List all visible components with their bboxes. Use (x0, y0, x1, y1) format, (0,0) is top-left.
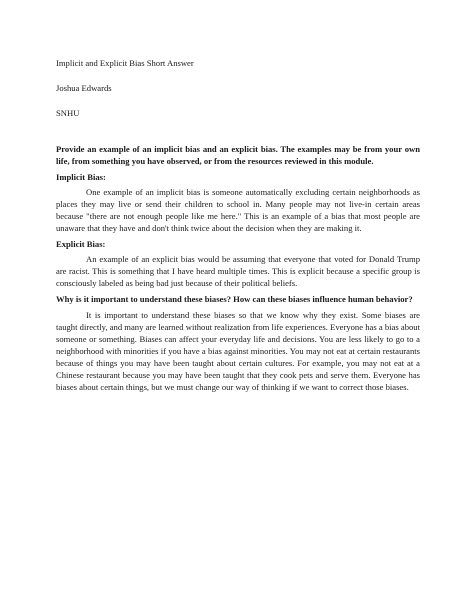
implicit-bias-label: Implicit Bias: (56, 172, 106, 182)
document-title: Implicit and Explicit Bias Short Answer (56, 58, 194, 68)
author-name: Joshua Edwards (56, 83, 112, 93)
question-1: Provide an example of an implicit bias and an explicit bias. The examples may be from your own life, from something you have observed, or from the resources reviewed in this module. (56, 144, 420, 166)
institution-name: SNHU (56, 108, 80, 118)
explicit-bias-label: Explicit Bias: (56, 239, 106, 249)
answer-2-paragraph: It is important to understand these biases so that we know why they exist. Some biases are taught directly, and many are learned without realization from life experiences. Everyone has a bias about someone or something. Biases can affect your everyday life and decisions. You are less likely to go to a neighborhood with minorities if you have a bias against minorities. You may not eat at certain restaurants because of things you may have been taught about certain cultures. For example, you may not eat at a Chinese restaurant because you may have been taught that they cook pets and serve them. Everyone has biases about certain things, but we must change our way of thinking if we want to correct those biases. (56, 310, 420, 392)
question-2: Why is it important to understand these biases? How can these biases influence human behavior? (56, 294, 413, 304)
document-body (56, 57, 420, 397)
explicit-bias-paragraph: An example of an explicit bias would be assuming that everyone that voted for Donald Trump are racist. This is something that I have heard multiple times. This is explicit because a specific group is consciously labeled as being bad just because of their political beliefs. (56, 254, 420, 288)
implicit-bias-paragraph: One example of an implicit bias is someone automatically excluding certain neighborhoods as places they may live or send their children to school in. Many people may not live-in certain areas because "there are not enough people like me here." This is an example of a bias that most people are unaware that they have and don't think twice about the decision when they are making it. (56, 187, 420, 233)
